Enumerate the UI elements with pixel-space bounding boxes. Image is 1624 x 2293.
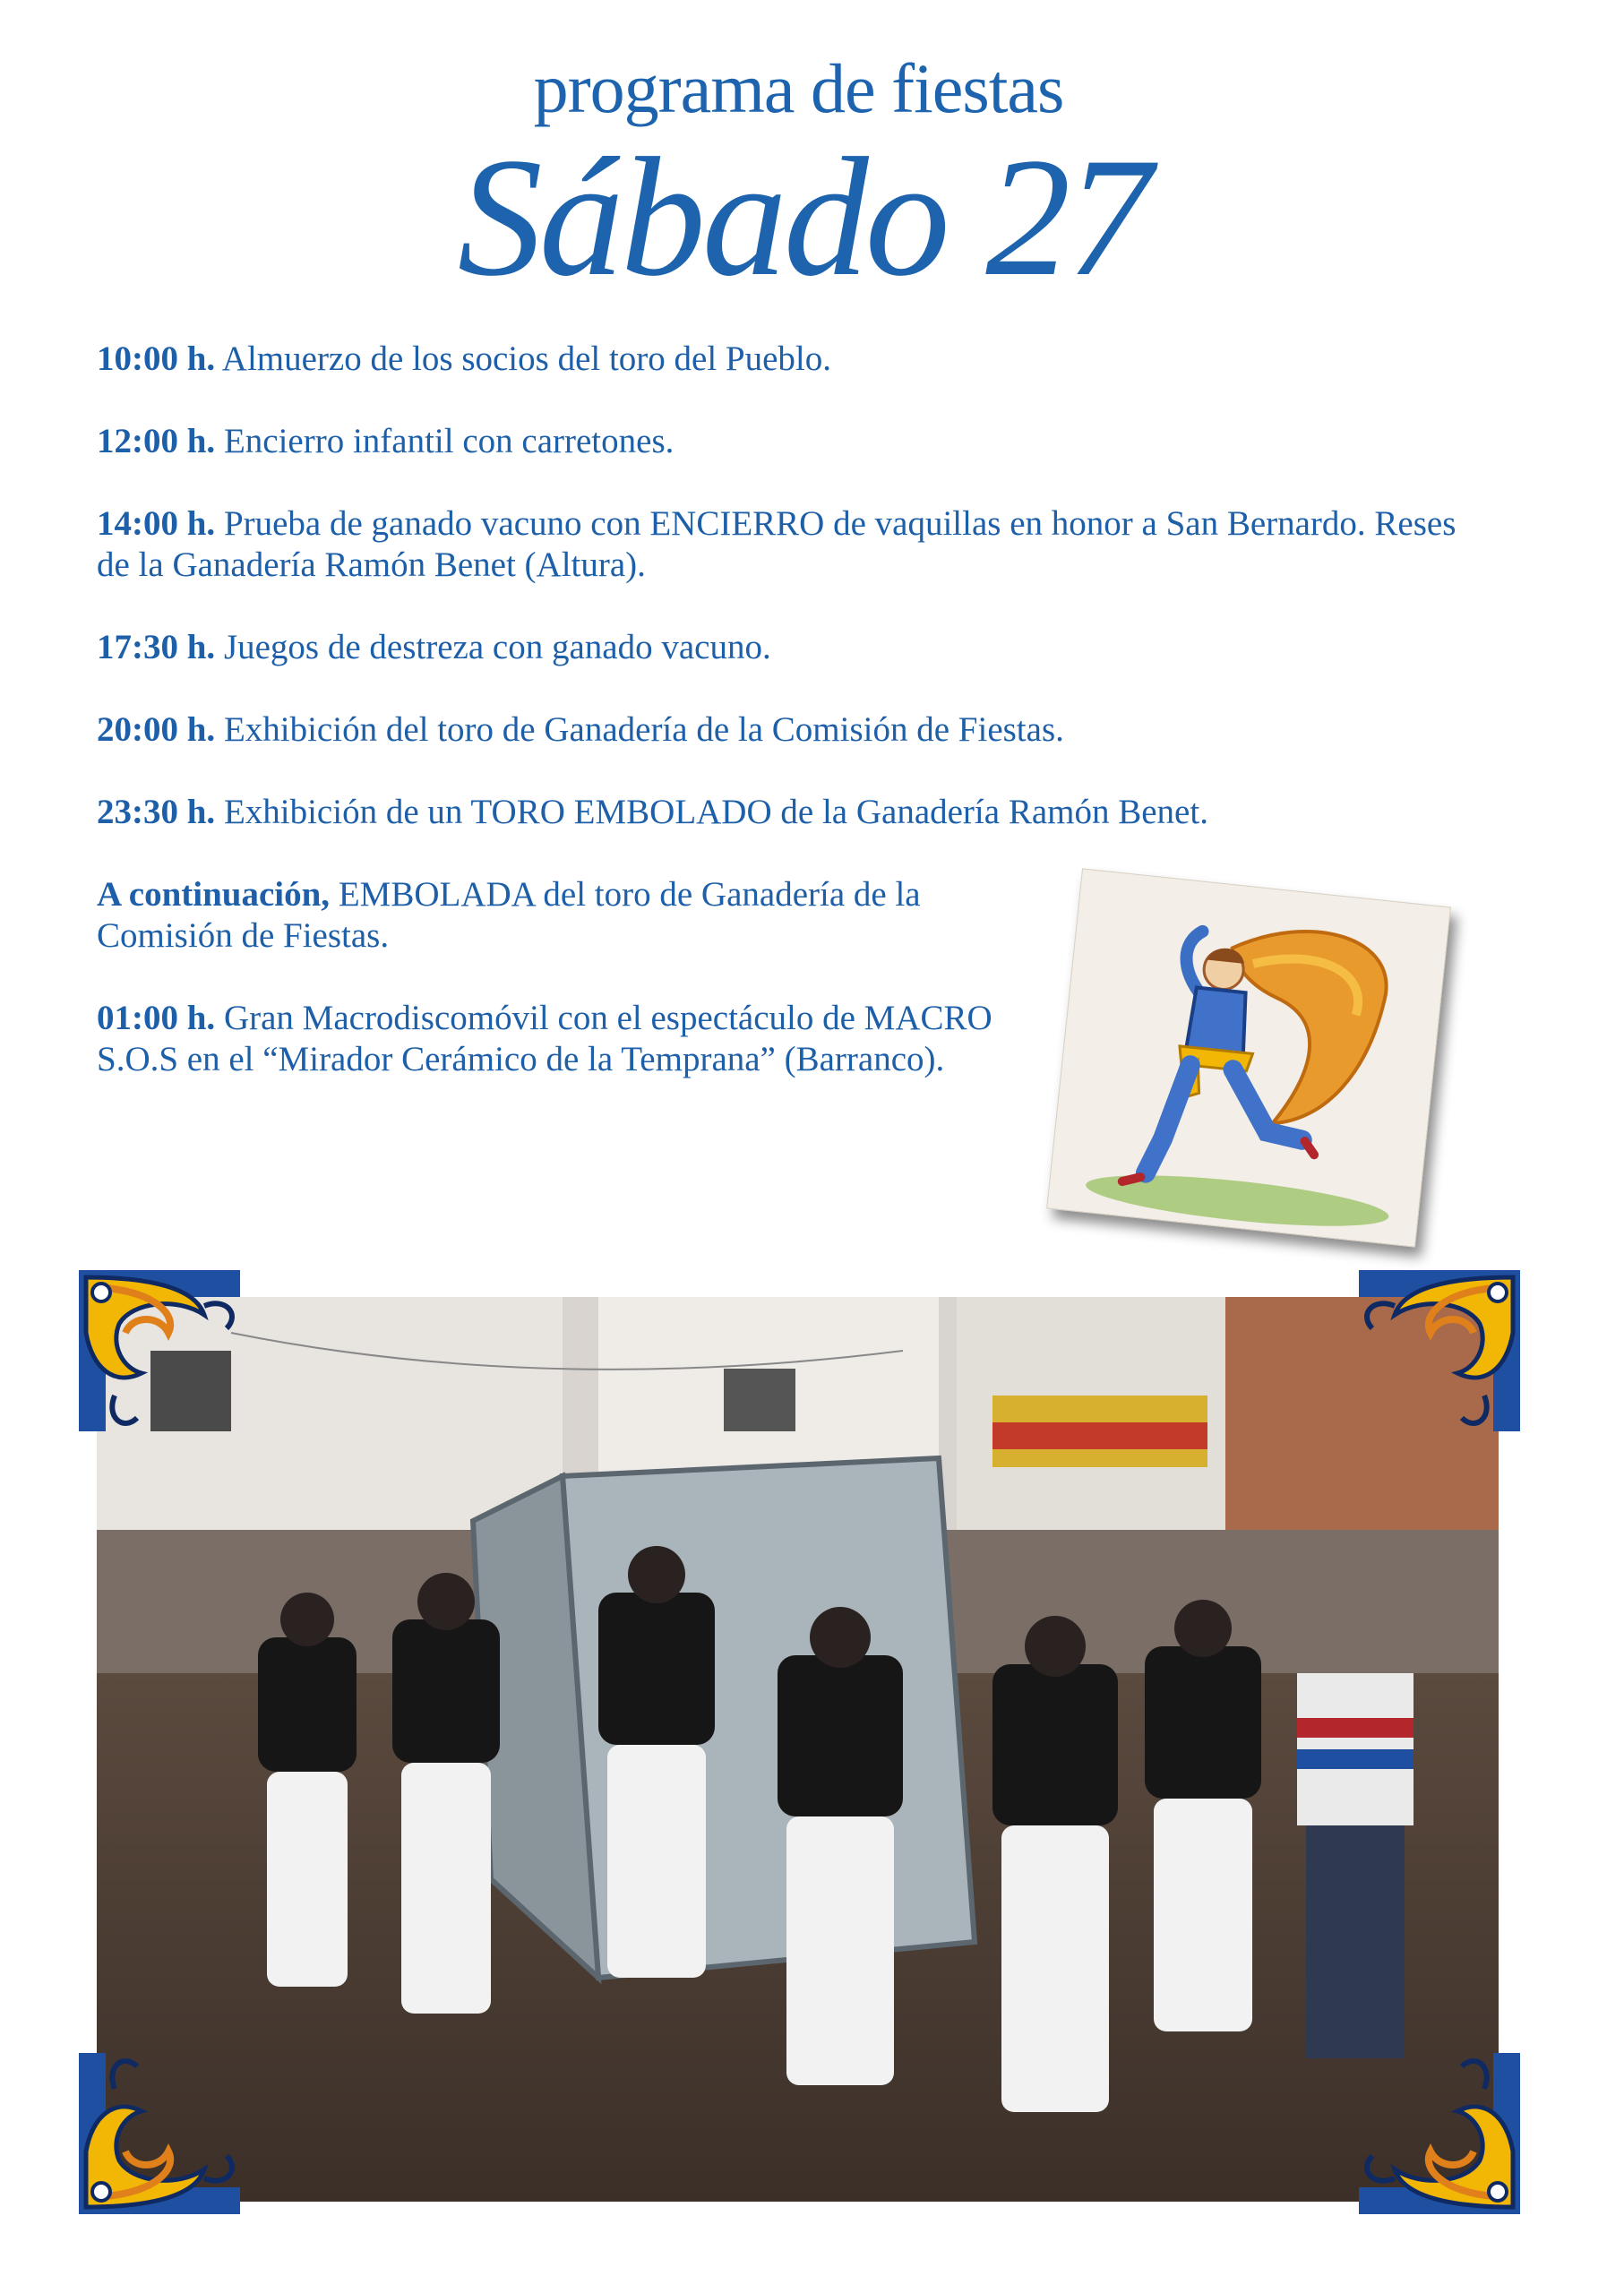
event-time: 01:00 h.: [97, 999, 216, 1037]
event-text: Almuerzo de los socios del toro del Pueblo.: [221, 339, 832, 378]
event-item: [97, 421, 1494, 462]
event-text: Exhibición del toro de Ganadería de la Comisión de Fiestas.: [223, 710, 1064, 749]
street-festival-photo-icon: [97, 1297, 1499, 2202]
event-text: Juegos de destreza con ganado vacuno.: [223, 628, 771, 666]
ceramic-corner-ornament-icon: [70, 1261, 249, 1440]
festival-photo-frame: [72, 1263, 1527, 2221]
event-time: 10:00 h.: [97, 339, 216, 378]
event-time: 20:00 h.: [97, 710, 216, 749]
event-time: 14:00 h.: [97, 504, 216, 543]
event-item: [97, 709, 1494, 751]
ceramic-corner-ornament-icon: [1350, 2044, 1529, 2223]
event-text: Exhibición de un TORO EMBOLADO de la Ganadería Ramón Benet.: [223, 793, 1208, 831]
event-item: [97, 792, 1494, 833]
ceramic-bullfighter-tile-icon: [1046, 868, 1451, 1247]
ceramic-corner-ornament-icon: [1350, 1261, 1529, 1440]
event-item: [97, 874, 992, 957]
event-time: 12:00 h.: [97, 422, 216, 460]
page-title: Sábado 27: [457, 124, 1149, 312]
event-time: A continuación,: [97, 875, 331, 914]
event-time: 23:30 h.: [97, 793, 216, 831]
page-subtitle: programa de fiestas: [533, 49, 1064, 127]
event-text: Prueba de ganado vacuno con ENCIERRO de vaquillas en honor a San Bernardo. Reses de la Ganadería Ramón Benet (Altura).: [97, 504, 1456, 584]
event-text: EMBOLADA del toro de Ganadería de la Comisión de Fiestas.: [97, 875, 921, 955]
event-item: [97, 339, 1494, 380]
event-text: Encierro infantil con carretones.: [223, 422, 675, 460]
event-text: Gran Macrodiscomóvil con el espectáculo de MACRO S.O.S en el “Mirador Cerámico de la Temprana” (Barranco).: [97, 999, 992, 1078]
event-item: [97, 627, 1494, 668]
event-time: 17:30 h.: [97, 628, 216, 666]
page-header: [0, 49, 1624, 312]
ceramic-corner-ornament-icon: [70, 2044, 249, 2223]
event-item: [97, 998, 992, 1080]
event-item: [97, 503, 1494, 586]
